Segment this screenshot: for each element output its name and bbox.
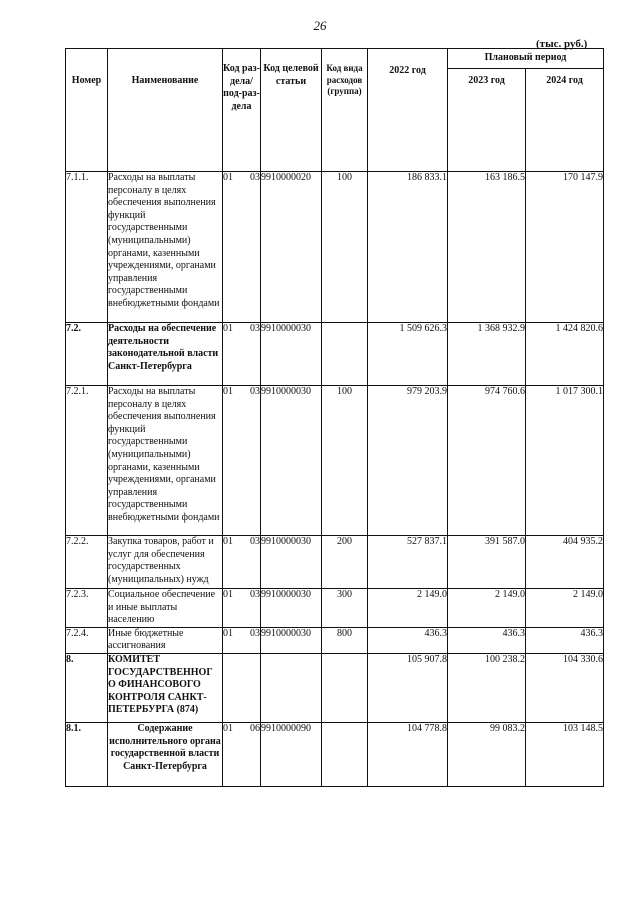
- row-name: Расходы на выплаты персоналу в целях обеспечения выполнения функций государственными (муниципальными) органами, казенными учреждениями, органами управления государственными внебюджетными фондами: [108, 172, 223, 323]
- table-row: [66, 386, 604, 536]
- row-amount-2024: 436.3: [526, 627, 604, 653]
- row-expense-type: 200: [322, 536, 368, 589]
- section-code: 01: [223, 172, 233, 183]
- row-target-code: 9910000030: [261, 386, 322, 536]
- row-amount-2022: 436.3: [368, 627, 448, 653]
- row-expense-type: [322, 653, 368, 722]
- row-target-code: 9910000020: [261, 172, 322, 323]
- row-amount-2024: 170 147.9: [526, 172, 604, 323]
- row-amount-2022: 979 203.9: [368, 386, 448, 536]
- subsection-code: 06: [250, 722, 260, 734]
- row-amount-2023: 2 149.0: [448, 589, 526, 628]
- row-section-code: [223, 653, 261, 722]
- table-row: [66, 536, 604, 589]
- table-row: [66, 722, 604, 786]
- row-number: 7.1.1.: [66, 172, 108, 323]
- section-code: 01: [223, 589, 233, 600]
- row-amount-2024: 2 149.0: [526, 589, 604, 628]
- row-amount-2022: 1 509 626.3: [368, 323, 448, 386]
- row-target-code: 9910000030: [261, 627, 322, 653]
- row-amount-2022: 2 149.0: [368, 589, 448, 628]
- row-expense-type: 300: [322, 589, 368, 628]
- row-section-code: [223, 323, 261, 386]
- row-section-code: [223, 589, 261, 628]
- row-number: 7.2.2.: [66, 536, 108, 589]
- subsection-code: 03: [250, 323, 260, 334]
- row-name: Содержание исполнительного органа государственной власти Санкт-Петербурга: [108, 722, 223, 786]
- row-amount-2023: 974 760.6: [448, 386, 526, 536]
- header-2023: 2023 год: [448, 69, 526, 172]
- row-number: 7.2.: [66, 323, 108, 386]
- table-row: [66, 323, 604, 386]
- units-label: (тыс. руб.): [536, 38, 588, 50]
- section-code: 01: [223, 323, 233, 334]
- row-section-code: [223, 172, 261, 323]
- header-number: Номер: [66, 49, 108, 172]
- page-number: 26: [313, 18, 327, 33]
- row-name: Социальное обеспечение и иные выплаты населению: [108, 589, 223, 628]
- table-row: [66, 589, 604, 628]
- subsection-code: 03: [250, 172, 260, 183]
- row-section-code: [223, 627, 261, 653]
- subsection-code: 03: [250, 386, 260, 397]
- header-planned-period: Плановый период: [448, 49, 604, 69]
- row-number: 7.2.4.: [66, 627, 108, 653]
- row-amount-2023: 1 368 932.9: [448, 323, 526, 386]
- row-amount-2024: 1 017 300.1: [526, 386, 604, 536]
- row-amount-2024: 1 424 820.6: [526, 323, 604, 386]
- section-code: 01: [223, 722, 233, 734]
- subsection-code: 03: [250, 627, 260, 639]
- row-expense-type: [322, 722, 368, 786]
- row-amount-2023: 99 083.2: [448, 722, 526, 786]
- header-target-code: Код целевой статьи: [261, 49, 322, 172]
- row-amount-2024: 404 935.2: [526, 536, 604, 589]
- row-expense-type: [322, 323, 368, 386]
- row-amount-2022: 105 907.8: [368, 653, 448, 722]
- row-expense-type: 100: [322, 172, 368, 323]
- header-expense-type: Код вида расходов (группа): [322, 49, 368, 172]
- row-name: КОМИТЕТ ГОСУДАРСТВЕННОГ О ФИНАНСОВОГО КОНТРОЛЯ САНКТ-ПЕТЕРБУРГА (874): [108, 653, 223, 722]
- row-section-code: [223, 536, 261, 589]
- subsection-code: 03: [250, 589, 260, 600]
- row-number: 7.2.1.: [66, 386, 108, 536]
- table-body: [66, 172, 604, 787]
- row-name: Иные бюджетные ассигнования: [108, 627, 223, 653]
- row-target-code: 9910000030: [261, 589, 322, 628]
- row-amount-2023: 163 186.5: [448, 172, 526, 323]
- row-amount-2023: 391 587.0: [448, 536, 526, 589]
- row-amount-2022: 527 837.1: [368, 536, 448, 589]
- row-name: Расходы на выплаты персоналу в целях обеспечения выполнения функций государственными (муниципальными) органами, казенными учреждениями, органами управления государственными внебюджетными фондами: [108, 386, 223, 536]
- row-amount-2023: 436.3: [448, 627, 526, 653]
- table-header: [66, 49, 604, 172]
- row-amount-2022: 186 833.1: [368, 172, 448, 323]
- row-expense-type: 800: [322, 627, 368, 653]
- row-amount-2023: 100 238.2: [448, 653, 526, 722]
- row-name: Расходы на обеспечение деятельности законодательной власти Санкт-Петербурга: [108, 323, 223, 386]
- subsection-code: 03: [250, 536, 260, 547]
- row-number: 7.2.3.: [66, 589, 108, 628]
- header-2022: 2022 год: [368, 49, 448, 172]
- row-number: 8.1.: [66, 722, 108, 786]
- row-target-code: 9910000030: [261, 323, 322, 386]
- section-code: 01: [223, 536, 233, 547]
- section-code: 01: [223, 627, 233, 639]
- row-name: Закупка товаров, работ и услуг для обеспечения государственных (муниципальных) нужд: [108, 536, 223, 589]
- row-amount-2024: 103 148.5: [526, 722, 604, 786]
- row-target-code: 9910000030: [261, 536, 322, 589]
- row-expense-type: 100: [322, 386, 368, 536]
- row-amount-2022: 104 778.8: [368, 722, 448, 786]
- row-section-code: [223, 386, 261, 536]
- budget-table: [65, 48, 604, 787]
- row-section-code: [223, 722, 261, 786]
- section-code: 01: [223, 386, 233, 397]
- header-2024: 2024 год: [526, 69, 604, 172]
- row-target-code: 9910000090: [261, 722, 322, 786]
- row-number: 8.: [66, 653, 108, 722]
- header-section-code: Код раз-дела/ под-раз-дела: [223, 49, 261, 172]
- row-target-code: [261, 653, 322, 722]
- table-row: [66, 627, 604, 653]
- table-row: [66, 653, 604, 722]
- header-name: Наименование: [108, 49, 223, 172]
- row-amount-2024: 104 330.6: [526, 653, 604, 722]
- table-row: [66, 172, 604, 323]
